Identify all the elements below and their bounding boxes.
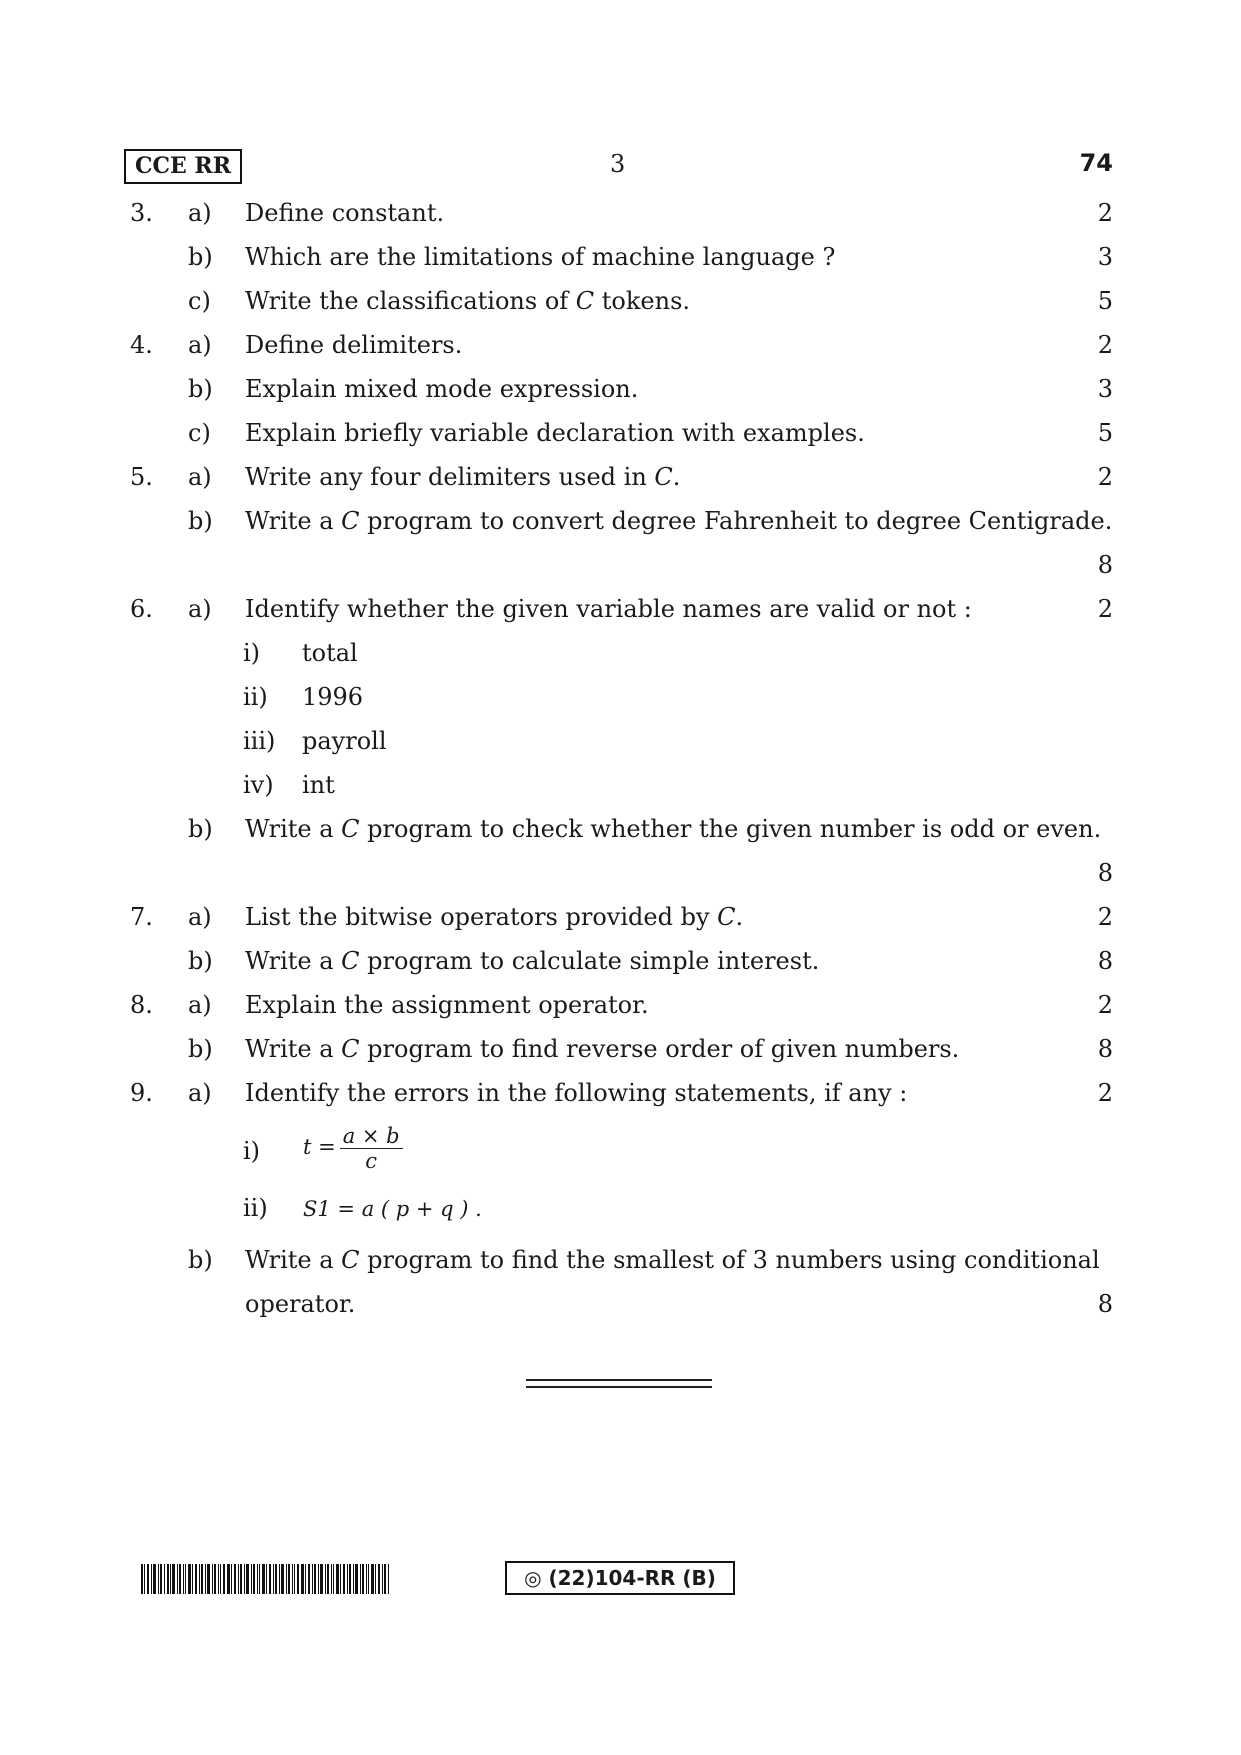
part-label: a) [188,991,212,1019]
question-text: Write a C program to convert degree Fahrenheit to degree Centigrade. [245,507,1113,535]
question-text: Write any four delimiters used in C. [245,463,681,491]
part-label: a) [188,199,212,227]
part-label: b) [188,375,213,403]
part-label: b) [188,243,213,271]
marks: 2 [1097,199,1113,227]
item-label: iv) [243,771,274,799]
part-label: b) [188,947,213,975]
question-text-continued: operator. [245,1290,356,1318]
part-label: b) [188,815,213,843]
footer-code-box: ◎ (22)104-RR (B) [505,1561,735,1595]
question-text: Identify the errors in the following statements, if any : [245,1079,908,1107]
question-text: Write a C program to find the smallest of 3 numbers using conditional [245,1246,1100,1274]
paper-code: 74 [1079,149,1113,177]
item-label: i) [243,639,261,667]
item-label: i) [243,1137,261,1165]
question-number: 5. [130,463,153,491]
question-text: Explain mixed mode expression. [245,375,639,403]
question-text: Which are the limitations of machine language ? [245,243,836,271]
item-label: ii) [243,683,268,711]
item-text: total [302,639,358,667]
item-label: iii) [243,727,276,755]
part-label: c) [188,287,211,315]
marks: 5 [1097,287,1113,315]
end-double-rule [526,1379,712,1388]
question-text: Explain briefly variable declaration with examples. [245,419,865,447]
part-label: a) [188,331,212,359]
marks: 2 [1097,331,1113,359]
part-label: a) [188,903,212,931]
question-number: 6. [130,595,153,623]
marks: 8 [1097,947,1113,975]
marks: 5 [1097,419,1113,447]
part-label: a) [188,1079,212,1107]
marks: 2 [1097,463,1113,491]
question-number: 9. [130,1079,153,1107]
question-number: 4. [130,331,153,359]
question-text: Write a C program to calculate simple interest. [245,947,820,975]
question-number: 7. [130,903,153,931]
item-label: ii) [243,1194,268,1222]
barcode [141,1564,389,1594]
marks: 8 [1097,859,1113,887]
question-text: Write a C program to find reverse order of given numbers. [245,1035,960,1063]
part-label: c) [188,419,211,447]
fraction-formula: t = $\frac{a \times b}{c}$ [303,1124,403,1173]
marks: 2 [1097,595,1113,623]
marks: 2 [1097,1079,1113,1107]
item-text: 1996 [302,683,364,711]
question-text: Define delimiters. [245,331,463,359]
marks: 8 [1097,551,1113,579]
marks: 8 [1097,1035,1113,1063]
question-text: List the bitwise operators provided by C. [245,903,744,931]
part-label: b) [188,507,213,535]
question-text: Write the classifications of C tokens. [245,287,691,315]
formula-text: S1 = a ( p + q ) . [303,1197,482,1221]
question-number: 3. [130,199,153,227]
question-text: Explain the assignment operator. [245,991,649,1019]
question-text: Define constant. [245,199,445,227]
part-label: a) [188,595,212,623]
part-label: a) [188,463,212,491]
page-number: 3 [610,150,626,178]
part-label: b) [188,1246,213,1274]
part-label: b) [188,1035,213,1063]
item-text: int [302,771,335,799]
header-code-box: CCE RR [124,149,242,184]
marks: 8 [1097,1290,1113,1318]
question-number: 8. [130,991,153,1019]
marks: 2 [1097,903,1113,931]
marks: 3 [1097,243,1113,271]
question-text: Write a C program to check whether the given number is odd or even. [245,815,1102,843]
item-text: payroll [302,727,387,755]
marks: 3 [1097,375,1113,403]
marks: 2 [1097,991,1113,1019]
question-text: Identify whether the given variable names are valid or not : [245,595,972,623]
